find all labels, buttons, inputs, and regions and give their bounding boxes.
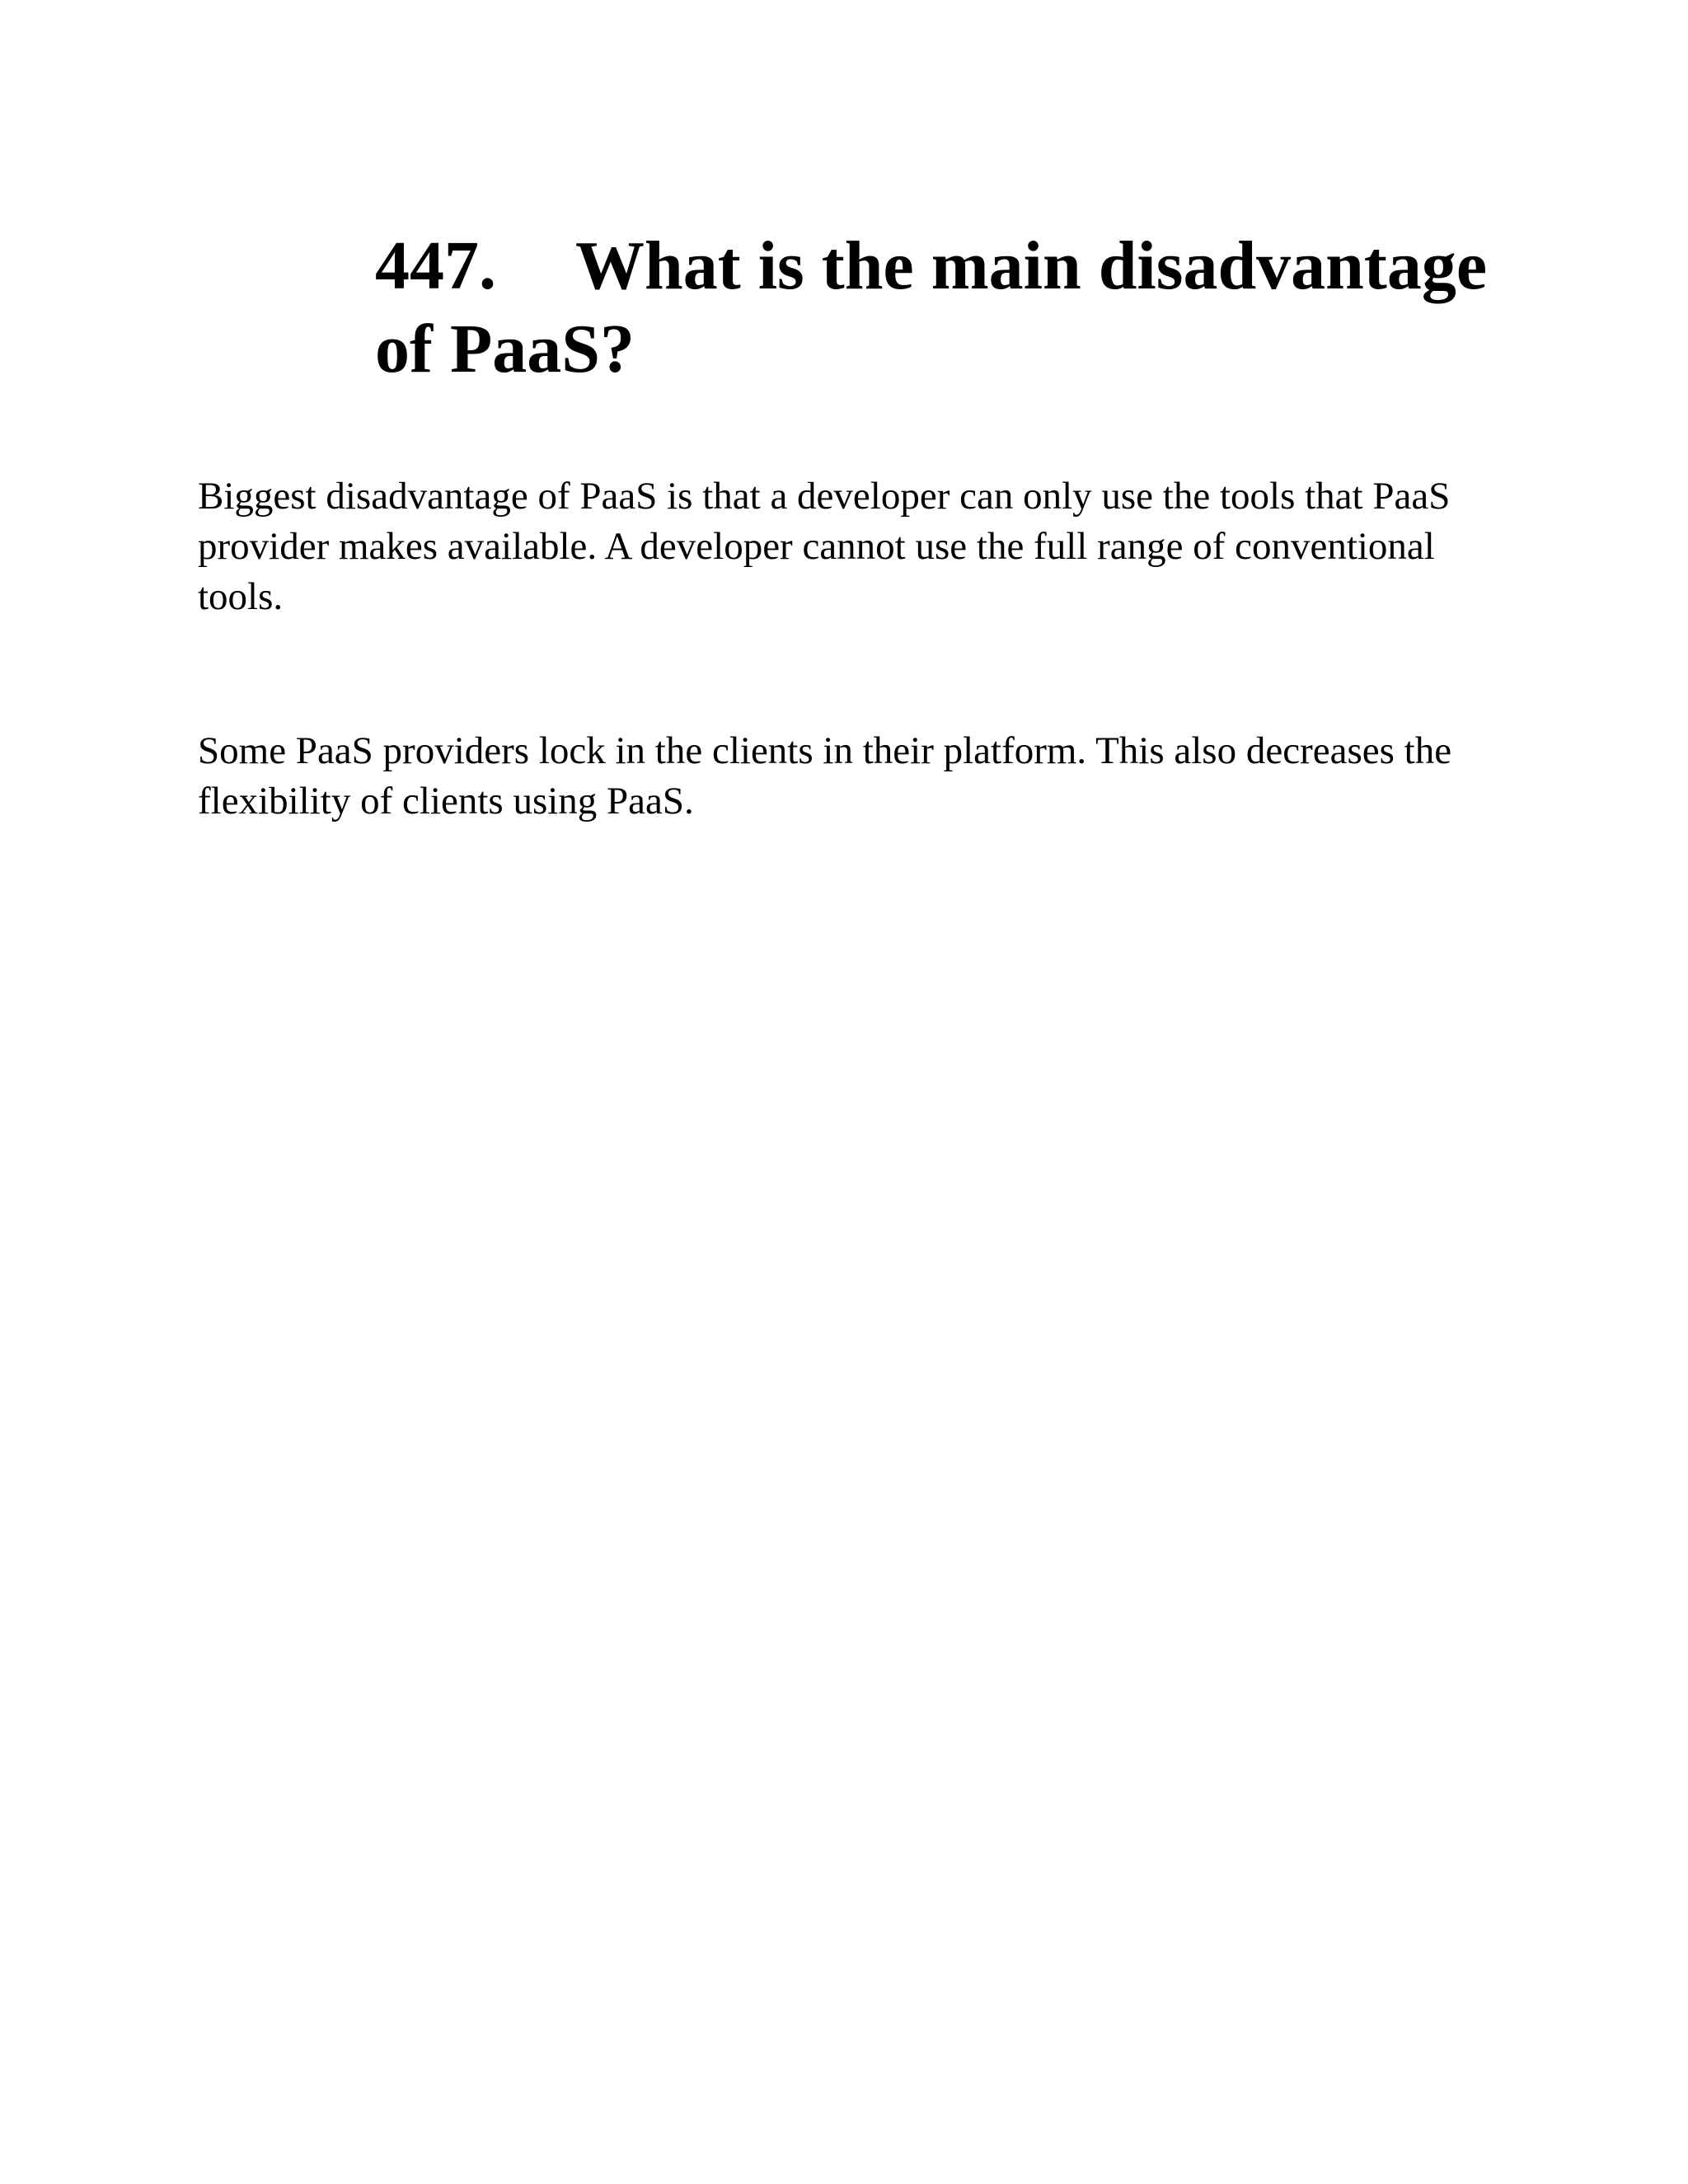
question-number: 447. — [375, 227, 496, 304]
question-title: What is the main disadvantage of PaaS? — [375, 227, 1488, 387]
question-heading — [375, 224, 1545, 391]
answer-paragraph-1: Biggest disadvantage of PaaS is that a developer can only use the tools that PaaS provider makes available. A developer cannot use the full range of conventional tools. — [198, 475, 1451, 618]
answer-paragraph-2: Some PaaS providers lock in the clients in their platform. This also decreases the flexibility of clients using PaaS. — [198, 729, 1452, 823]
